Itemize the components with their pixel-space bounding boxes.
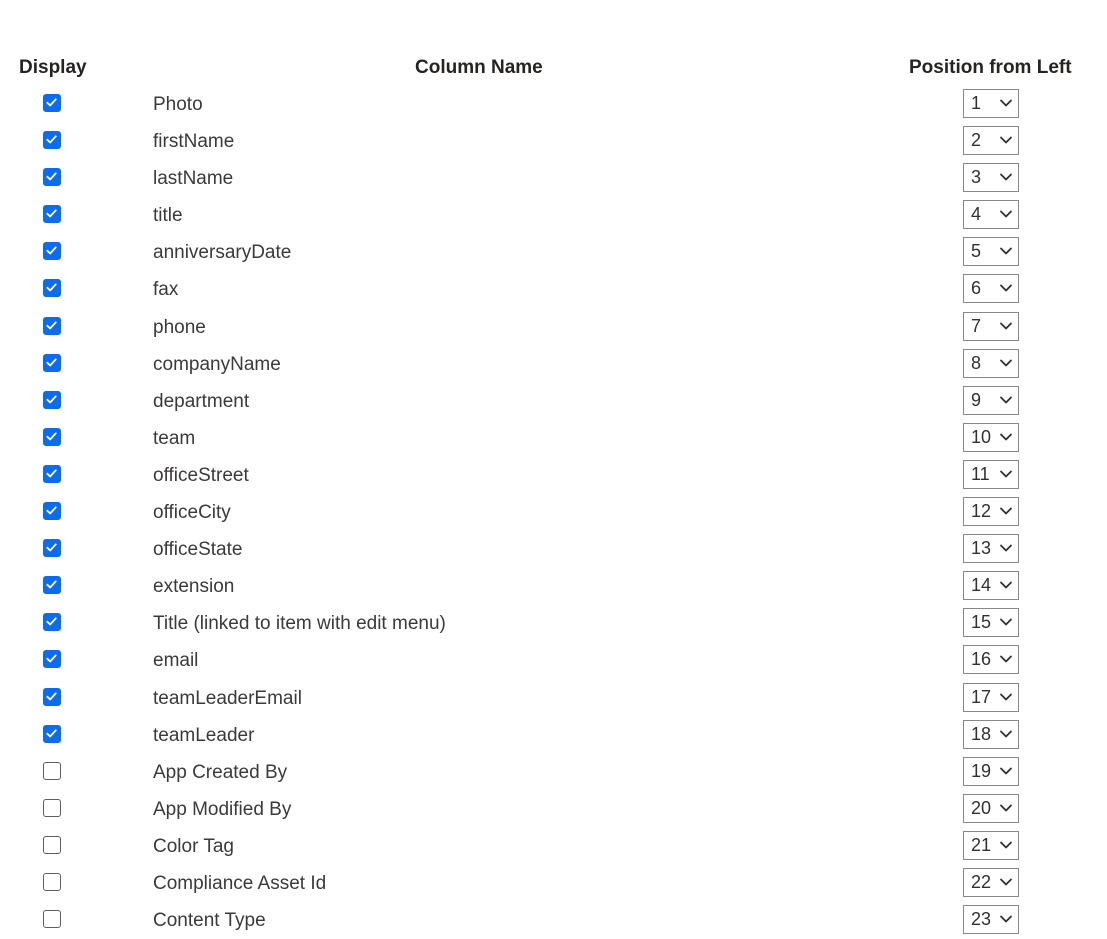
chevron-down-icon [999,654,1013,664]
chevron-down-icon [999,543,1013,553]
position-value: 6 [971,278,982,299]
chevron-down-icon [999,432,1013,442]
column-name-label: officeStreet [153,464,249,486]
chevron-down-icon [999,914,1013,924]
header-display: Display [19,57,87,78]
position-select[interactable] [963,386,1019,415]
column-name-label: phone [153,316,206,338]
position-value: 12 [971,501,992,522]
column-name-label: Title (linked to item with edit menu) [153,613,446,635]
checkmark-icon [46,171,57,182]
column-name-label: Color Tag [153,835,234,857]
display-checkbox[interactable] [43,650,61,668]
column-row-16 [0,642,1107,679]
position-value: 5 [971,241,982,262]
column-row-8 [0,346,1107,383]
chevron-down-icon [999,135,1013,145]
position-value: 8 [971,352,982,373]
columns-list [0,86,1107,939]
display-checkbox[interactable] [43,279,61,297]
position-select[interactable] [963,905,1019,934]
checkmark-icon [46,728,57,739]
column-row-9 [0,383,1107,420]
chevron-down-icon [999,283,1013,293]
column-row-12 [0,494,1107,531]
position-value: 23 [971,909,992,930]
position-select[interactable] [963,720,1019,749]
column-row-10 [0,420,1107,457]
chevron-down-icon [999,803,1013,813]
display-checkbox[interactable] [43,502,61,520]
display-checkbox[interactable] [43,725,61,743]
column-row-2 [0,123,1107,160]
header-position-from-left: Position from Left [909,57,1072,78]
position-value: 21 [971,834,992,855]
position-select[interactable] [963,163,1019,192]
column-name-label: Compliance Asset Id [153,872,327,894]
position-select[interactable] [963,608,1019,637]
checkmark-icon [46,653,57,664]
display-checkbox[interactable] [43,613,61,631]
column-name-label: email [153,650,199,672]
position-select[interactable] [963,89,1019,118]
position-select[interactable] [963,126,1019,155]
position-select[interactable] [963,423,1019,452]
column-name-label: department [153,390,250,412]
position-value: 9 [971,389,982,410]
display-checkbox[interactable] [43,799,61,817]
display-checkbox[interactable] [43,205,61,223]
display-checkbox[interactable] [43,576,61,594]
column-name-label: teamLeaderEmail [153,687,302,709]
display-checkbox[interactable] [43,688,61,706]
column-name-label: officeState [153,539,243,561]
checkmark-icon [46,616,57,627]
position-value: 18 [971,723,992,744]
column-row-23 [0,902,1107,939]
position-select[interactable] [963,645,1019,674]
column-name-label: Photo [153,94,203,115]
column-row-13 [0,531,1107,568]
checkmark-icon [46,691,57,702]
column-row-7 [0,309,1107,346]
position-select[interactable] [963,683,1019,712]
position-select[interactable] [963,237,1019,266]
chevron-down-icon [999,469,1013,479]
column-row-11 [0,457,1107,494]
chevron-down-icon [999,877,1013,887]
checkmark-icon [46,357,57,368]
column-row-14 [0,568,1107,605]
table-header [0,57,1107,83]
display-checkbox[interactable] [43,242,61,260]
column-row-22 [0,865,1107,902]
display-checkbox[interactable] [43,168,61,186]
position-value: 1 [971,93,982,113]
column-name-label: officeCity [153,502,231,524]
column-name-label: companyName [153,353,281,375]
column-name-label: extension [153,576,235,598]
checkmark-icon [46,282,57,293]
display-checkbox[interactable] [43,131,61,149]
chevron-down-icon [999,766,1013,776]
position-value: 13 [971,538,992,559]
position-select[interactable] [963,831,1019,860]
position-select[interactable] [963,868,1019,897]
checkmark-icon [46,542,57,553]
column-name-label: fax [153,279,179,301]
column-row-15 [0,605,1107,642]
position-value: 22 [971,871,992,892]
checkmark-icon [46,579,57,590]
chevron-down-icon [999,692,1013,702]
display-checkbox[interactable] [43,762,61,780]
position-select[interactable] [963,200,1019,229]
chevron-down-icon [999,321,1013,331]
checkmark-icon [46,505,57,516]
column-name-label: Content Type [153,910,266,932]
position-select[interactable] [963,534,1019,563]
position-select[interactable] [963,571,1019,600]
position-value: 20 [971,797,992,818]
column-row-17 [0,680,1107,717]
chevron-down-icon [999,246,1013,256]
position-select[interactable] [963,349,1019,378]
column-row-18 [0,717,1107,754]
column-row-19 [0,754,1107,791]
checkmark-icon [46,320,57,331]
display-checkbox[interactable] [43,910,61,928]
position-value: 11 [971,463,990,484]
column-row-20 [0,791,1107,828]
position-select[interactable] [963,757,1019,786]
position-value: 4 [971,204,982,225]
column-row-4 [0,197,1107,234]
checkmark-icon [46,134,57,145]
display-checkbox[interactable] [43,354,61,372]
column-row-21 [0,828,1107,865]
position-select[interactable] [963,497,1019,526]
chevron-down-icon [999,172,1013,182]
checkmark-icon [46,431,57,442]
column-name-label: title [153,205,183,227]
position-value: 14 [971,575,992,596]
position-value: 16 [971,649,992,670]
position-select[interactable] [963,274,1019,303]
position-value: 19 [971,760,992,781]
position-select[interactable] [963,460,1019,489]
display-checkbox[interactable] [43,428,61,446]
checkmark-icon [46,468,57,479]
chevron-down-icon [999,729,1013,739]
column-row-6 [0,271,1107,308]
position-value: 3 [971,167,982,188]
display-checkbox[interactable] [43,94,61,112]
display-checkbox[interactable] [43,836,61,854]
display-checkbox[interactable] [43,465,61,483]
position-select[interactable] [963,794,1019,823]
chevron-down-icon [999,98,1013,108]
chevron-down-icon [999,506,1013,516]
checkmark-icon [46,97,57,108]
position-value: 7 [971,315,982,336]
display-checkbox[interactable] [43,539,61,557]
display-checkbox[interactable] [43,873,61,891]
position-value: 10 [971,426,992,447]
position-value: 2 [971,130,982,151]
column-row-1 [0,86,1107,123]
column-name-label: team [153,427,196,449]
column-name-label: anniversaryDate [153,242,292,264]
column-row-3 [0,160,1107,197]
column-name-label: teamLeader [153,724,255,746]
chevron-down-icon [999,395,1013,405]
position-select[interactable] [963,312,1019,341]
header-column-name: Column Name [415,57,543,78]
display-checkbox[interactable] [43,317,61,335]
chevron-down-icon [999,580,1013,590]
column-row-5 [0,234,1107,271]
chevron-down-icon [999,358,1013,368]
column-name-label: lastName [153,168,234,190]
chevron-down-icon [999,209,1013,219]
display-checkbox[interactable] [43,391,61,409]
position-value: 15 [971,612,992,633]
chevron-down-icon [999,840,1013,850]
column-name-label: firstName [153,131,235,153]
checkmark-icon [46,394,57,405]
checkmark-icon [46,208,57,219]
column-name-label: App Modified By [153,798,292,820]
checkmark-icon [46,245,57,256]
column-name-label: App Created By [153,761,288,783]
chevron-down-icon [999,617,1013,627]
position-value: 17 [971,686,992,707]
